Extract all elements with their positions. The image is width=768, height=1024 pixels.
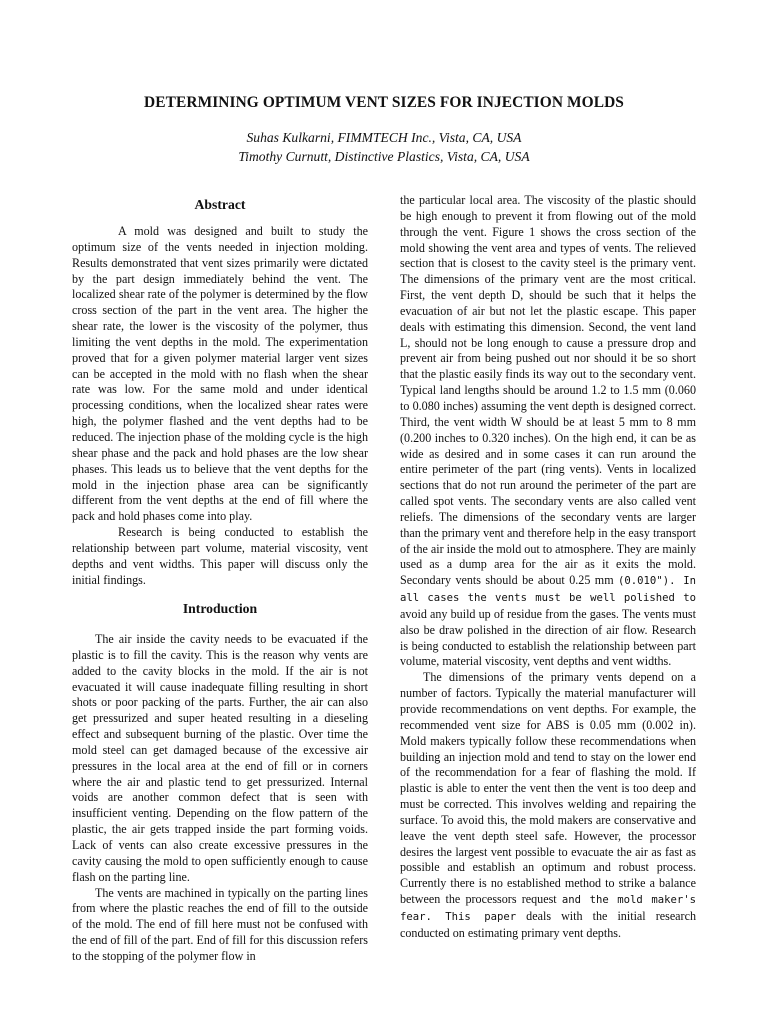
introduction-heading: Introduction	[182, 601, 258, 616]
right-paragraph-2-part-c: deals with the initial research conducted on estimating primary vent depths.	[400, 908, 696, 940]
author-line-1: Suhas Kulkarni, FIMMTECH Inc., Vista, CA, USA	[246, 130, 522, 145]
right-paragraph-1-part-c: avoid any build up of residue from the gases. The vents must also be draw polished in the direction of air flow. Research is being conducted to establish the relationship between part volume, material viscosity, vent depths and vent widths.	[400, 606, 696, 669]
right-paragraph-1	[400, 193, 696, 670]
right-column-body	[400, 193, 696, 942]
author-block	[0, 128, 768, 166]
introduction-body	[72, 632, 368, 965]
right-paragraph-2	[400, 670, 696, 941]
introduction-paragraph-1: The air inside the cavity needs to be evacuated if the plastic is to fill the cavity. This is the reason why vents are added to the cavity blocks in the mold. If the air is not evacuated it will cause inadequate filling resulting in short shots or poor packing of the parts. Further, the air can also get pressurized and super heated resulting in a dieseling effect and subsequent burning of the plastic. Over time the mold steel can get damaged because of the excessive air pressures in the local area at the end of fill or in corners where the air and plastic tend to get pressurized. Internal voids are another common defect that is seen with insufficient venting. Depending on the flow pattern of the plastic, the air gets trapped inside the part forming voids. Lack of vents can also create excessive pressures in the cavity causing the mold to open sufficiently enough to cause flash on the parting line.	[72, 632, 368, 884]
abstract-paragraph-2: Research is being conducted to establish the relationship between part volume, material viscosity, vent depths and vent widths. This paper will discuss only the initial findings.	[72, 525, 368, 587]
paper-title: DETERMINING OPTIMUM VENT SIZES FOR INJECTION MOLDS	[144, 94, 624, 111]
introduction-paragraph-2: The vents are machined in typically on the parting lines from where the plastic reaches the end of fill to the outside of the mold. The end of fill here must not be confused with the end of fill of the part. End of fill for this discussion refers to the stopping of the polymer flow in	[72, 885, 368, 963]
right-paragraph-2-part-a: The dimensions of the primary vents depend on a number of factors. Typically the material manufacturer will provide recommendations on vent depths. For example, the recommended vent size for ABS is 0.05 mm (0.002 in). Mold makers typically follow these recommendations when building an injection mold and tend to stay on the lower end of the recommendation for a fear of flashing the mold. If plastic is able to enter the vent then the vent is too deep and must be corrected. This involves welding and repairing the surface. To avoid this, the mold makers are conservative and leave the vent depth steel safe. However, the processor desires the largest vent possible to evacuate the air as fast as possible and establish an optimum and robust process. Currently there is no established method to strike a balance between the processors request	[400, 670, 696, 907]
abstract-paragraph-1: A mold was designed and built to study the optimum size of the vents needed in injection molding. Results demonstrated that vent sizes primarily were dictated by the part design immediately behind the vent. The localized shear rate of the polymer is determined by the flow cross section of the part in the vent area. The higher the shear rate, the lower is the viscosity of the polymer, thus limiting the vent depths in the mold. The experimentation proved that for a given polymer material larger vent sizes can be accepted in the mold with no flash when the shear rate was low. For the same mold and under identical processing conditions, when the localized shear rates were high, the polymer flashed and the vent depths had to be reduced. The injection phase of the molding cycle is the high shear phase and the pack and hold phases are the low shear phases. This leads us to believe that the vent depths for the mold in the injection phase area can be significantly different from the vent depths at the end of fill where the pack and hold phases come into play.	[72, 224, 368, 524]
author-line-2: Timothy Curnutt, Distinctive Plastics, Vista, CA, USA	[238, 149, 530, 164]
right-paragraph-2-part-b: and the mold maker's fear. This paper	[400, 894, 697, 923]
right-paragraph-1-part-a: the particular local area. The viscosity of the plastic should be high enough to prevent it from flowing out of the mold through the vent. Figure 1 shows the cross section of the mold showing the vent area and types of vents. The relieved section that is closest to the cavity steel is the primary vent. The dimensions of the primary vent are the most critical. First, the vent depth D, should be such that it helps the evacuation of air but not let the plastic escape. This paper deals with estimating this dimension. Second, the vent land L, should not be long enough to cause a pressure drop and prevent air from being pushed out nor should it be so short that the plastic easily finds its way out to the secondary vent. Typical land lengths should be around 1.2 to 1.5 mm (0.060 to 0.080 inches) assuming the vent depth is designed correct. Third, the vent width W should be at least 5 mm to 8 mm (0.200 inches to 0.320 inches). On the high end, it can be as wide as desired and in some cases it can run around the entire perimeter of the part (ring vents). Vents in localized sections that do not run around the perimeter of the part are called spot vents. The secondary vents are also called vent reliefs. The dimensions of the secondary vents are larger than the primary vent and therefore help in the easy transport of the air inside the mold out to atmosphere. They are mainly used as a dump area for the air as it exits the mold. Secondary vents should be about 0.25 mm	[400, 193, 696, 588]
abstract-body	[72, 224, 368, 588]
right-paragraph-1-part-b: (0.010"). In all cases the vents must be well polished to	[400, 575, 696, 605]
abstract-heading: Abstract	[194, 197, 246, 212]
